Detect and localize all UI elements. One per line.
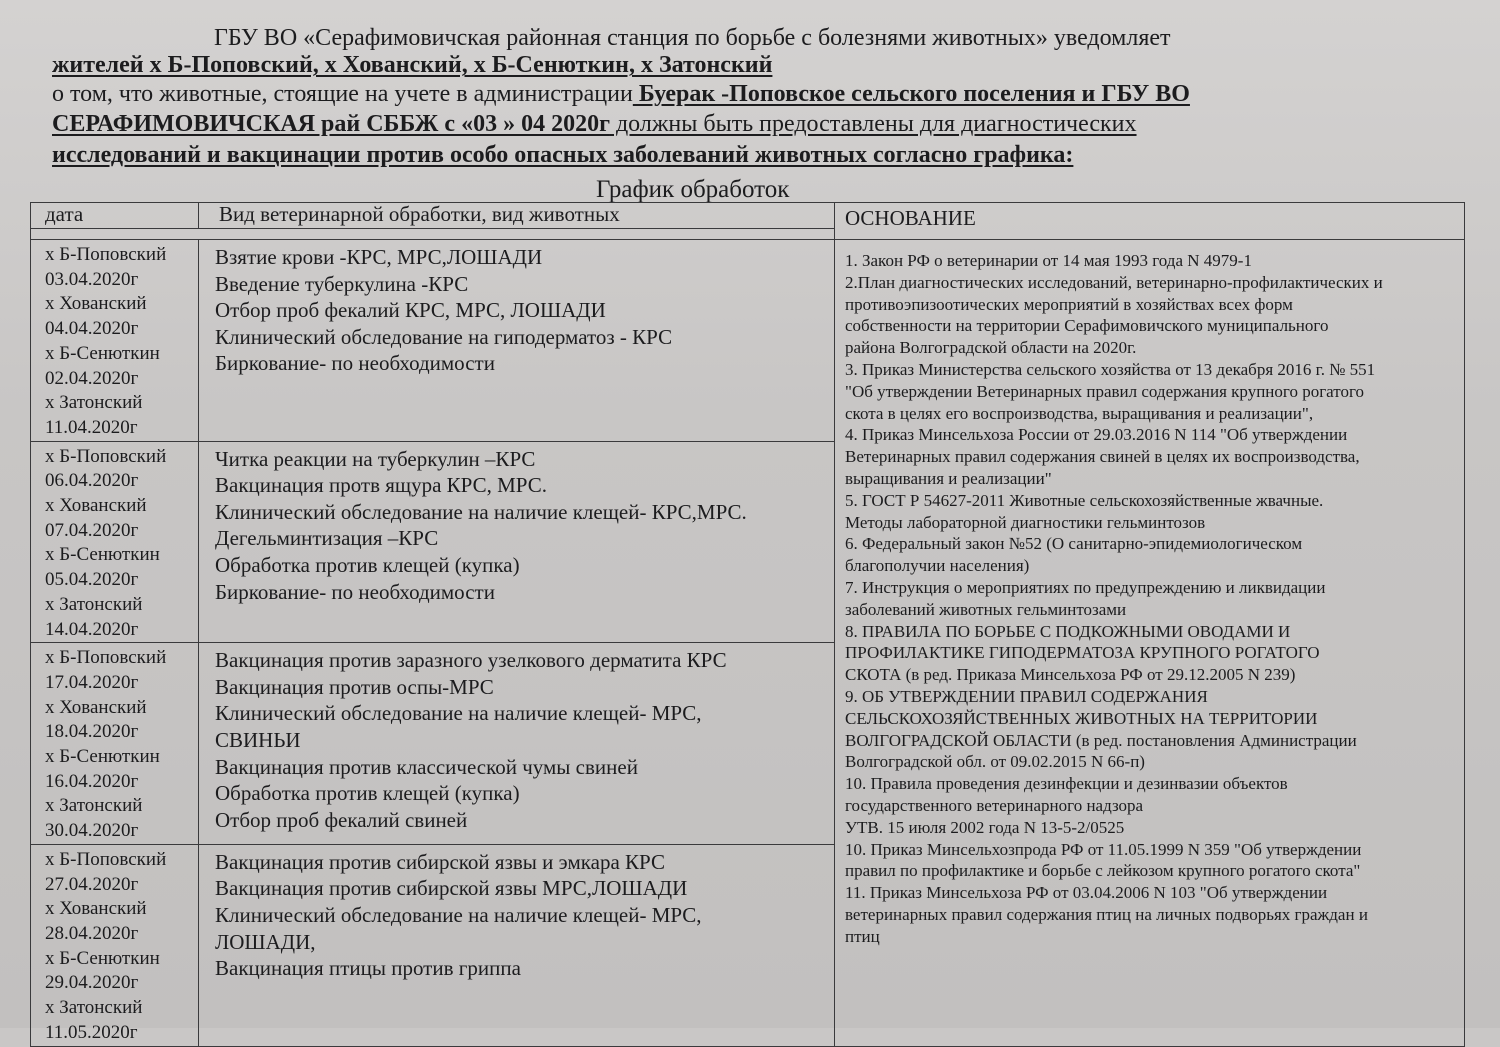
notice-line-4-bold: СЕРАФИМОВИЧСКАЯ рай СББЖ с «03 » 04 2020г	[52, 111, 610, 137]
basis-line: ПРОФИЛАКТИКЕ ГИПОДЕРМАТОЗА КРУПНОГО РОГАТОГО	[845, 643, 1320, 663]
notice-line-4-plain: должны быть предоставлены для диагностических	[609, 111, 1137, 137]
basis-line: ВОЛГОГРАДСКОЙ ОБЛАСТИ (в ред. постановления Администрации	[845, 730, 1357, 750]
header-date: дата	[31, 203, 199, 229]
procedure-line: ЛОШАДИ,	[215, 929, 316, 954]
procedure-line: Клинический обследование на наличие клещей- МРС,	[215, 701, 702, 726]
date-line: 27.04.2020г	[45, 873, 139, 895]
basis-line: противоэпизоотических мероприятий в хозяйствах всех форм	[845, 294, 1293, 314]
date-line: х Затонский	[45, 997, 143, 1019]
procedure-line: Дегельминтизация –КРС	[215, 526, 439, 551]
date-line: 05.04.2020г	[45, 569, 139, 591]
procedure-line: Вакцинация против классической чумы свиней	[215, 754, 638, 779]
procedure-line: Взятие крови -КРС, МРС,ЛОШАДИ	[215, 245, 543, 269]
basis-line: Методы лабораторной диагностики гельминтозов	[845, 512, 1206, 532]
date-line: 28.04.2020г	[45, 922, 139, 944]
basis-line: Волгоградской обл. от 09.02.2015 N 66-п)	[845, 752, 1145, 772]
basis-line: выращивания и реализации"	[845, 468, 1052, 488]
basis-line: собственности на территории Серафимовичского муниципального	[845, 316, 1329, 336]
basis-line: скота в целях его воспроизводства, выращивания и реализации",	[845, 403, 1314, 423]
date-line: х Хованский	[45, 495, 147, 517]
date-line: х Б-Сенюткин	[45, 342, 160, 364]
date-line: 06.04.2020г	[45, 470, 139, 492]
basis-line: птиц	[845, 926, 880, 946]
procedure-line: Клинический обследование на наличие клещей- КРС,МРС.	[215, 499, 747, 524]
procedure-line: Читка реакции на туберкулин –КРС	[215, 446, 536, 471]
basis-line: СЕЛЬСКОХОЗЯЙСТВЕННЫХ ЖИВОТНЫХ НА ТЕРРИТОРИИ	[845, 708, 1318, 728]
notice-line-3-bold: Буерак -Поповское сельского поселения и ГБУ ВО	[632, 81, 1190, 107]
date-line: х Б-Поповский	[45, 244, 167, 265]
basis-line: благополучии населения)	[845, 556, 1030, 576]
date-line: х Б-Сенюткин	[45, 544, 160, 566]
basis-line: ветеринарных правил содержания птиц на личных подворьях граждан и	[845, 904, 1368, 924]
basis-line: государственного ветеринарного надзора	[845, 795, 1144, 815]
table-caption: График обработок	[596, 176, 790, 203]
date-line: х Б-Сенюткин	[45, 947, 160, 969]
date-line: х Затонский	[45, 392, 143, 414]
basis-line: 3. Приказ Министерства сельского хозяйства от 13 декабря 2016 г. № 551	[845, 359, 1376, 379]
procedure-line: Отбор проб фекалий КРС, МРС, ЛОШАДИ	[215, 298, 606, 323]
date-line: 14.04.2020г	[45, 618, 139, 640]
header-basis: ОСНОВАНИЕ	[835, 203, 1465, 240]
notice-line-2: жителей х Б-Поповский, х Хованский, х Б-Сенюткин, х Затонский	[52, 52, 773, 78]
basis-line: 11. Приказ Минсельхоза РФ от 03.04.2006 N 103 "Об утверждении	[845, 883, 1328, 903]
basis-line: УТВ. 15 июля 2002 года N 13-5-2/0525	[845, 817, 1125, 837]
basis-line: 10. Правила проведения дезинфекции и дезинвазии объектов	[845, 774, 1288, 794]
date-line: 04.04.2020г	[45, 318, 139, 340]
date-line: 18.04.2020г	[45, 721, 139, 743]
header-procedure: Вид ветеринарной обработки, вид животных	[199, 203, 835, 229]
basis-cell	[835, 240, 1465, 1047]
procedure-line: Клинический обследование на наличие клещей- МРС,	[215, 903, 702, 928]
procedure-cell	[199, 240, 835, 442]
procedure-cell	[199, 844, 835, 1046]
date-line: 11.04.2020г	[45, 416, 138, 438]
date-line: х Б-Поповский	[45, 647, 167, 669]
basis-line: "Об утверждении Ветеринарных правил содержания крупного рогатого	[845, 381, 1365, 401]
basis-line: Ветеринарных правил содержания свиней в целях их воспроизводства,	[845, 447, 1360, 467]
date-line: 29.04.2020г	[45, 972, 139, 994]
procedure-line: Обработка против клещей (купка)	[215, 553, 520, 577]
date-line: х Затонский	[45, 593, 143, 615]
basis-line: района Волгоградской области на 2020г.	[845, 338, 1137, 358]
date-line: х Б-Сенюткин	[45, 746, 160, 768]
date-cell	[31, 643, 199, 845]
schedule-table	[30, 202, 1465, 1047]
date-line: х Хованский	[45, 696, 147, 718]
basis-line: 2.План диагностических исследований, ветеринарно-профилактических и	[845, 272, 1383, 292]
basis-line: 1. Закон РФ о ветеринарии от 14 мая 1993 года N 4979-1	[845, 251, 1252, 270]
basis-line: 9. ОБ УТВЕРЖДЕНИИ ПРАВИЛ СОДЕРЖАНИЯ	[845, 686, 1208, 706]
date-line: х Затонский	[45, 795, 143, 817]
procedure-cell	[199, 441, 835, 643]
procedure-line: Введение туберкулина -КРС	[215, 271, 469, 296]
date-line: 11.05.2020г	[45, 1021, 138, 1043]
date-line: 03.04.2020г	[45, 268, 139, 290]
procedure-line: Вакцинация против сибирской язвы и эмкара КРС	[215, 849, 665, 874]
basis-line: 4. Приказ Минсельхоза России от 29.03.2016 N 114 "Об утверждении	[845, 425, 1348, 445]
notice-line-3-plain: о том, что животные, стоящие на учете в администрации	[52, 81, 633, 107]
date-line: 17.04.2020г	[45, 671, 139, 693]
table-header-row	[31, 203, 1465, 229]
procedure-line: Биркование- по необходимости	[215, 579, 495, 604]
procedure-line: Отбор проб фекалий свиней	[215, 807, 468, 832]
date-cell	[31, 240, 199, 442]
date-line: х Хованский	[45, 898, 147, 920]
procedure-line: Вакцинация против сибирской язвы МРС,ЛОШАДИ	[215, 876, 688, 901]
procedure-line: Вакцинация птицы против гриппа	[215, 956, 521, 981]
notice-line-4	[52, 110, 1137, 138]
basis-line: 5. ГОСТ Р 54627-2011 Животные сельскохозяйственные жвачные.	[845, 490, 1324, 510]
date-line: х Хованский	[45, 293, 147, 315]
procedure-line: СВИНЬИ	[215, 728, 301, 753]
date-line: х Б-Поповский	[45, 848, 167, 870]
procedure-line: Биркование- по необходимости	[215, 351, 495, 376]
basis-line: заболеваний животных гельминтозами	[845, 599, 1127, 619]
notice-line-1: ГБУ ВО «Серафимовичская районная станция по борьбе с болезнями животных» уведомляет	[214, 25, 1171, 51]
date-line: 30.04.2020г	[45, 820, 139, 842]
date-cell	[31, 441, 199, 643]
notice-line-5: исследований и вакцинации против особо опасных заболеваний животных согласно графика:	[52, 142, 1074, 168]
procedure-line: Клинический обследование на гиподерматоз - КРС	[215, 324, 673, 349]
date-line: 16.04.2020г	[45, 770, 139, 792]
procedure-line: Обработка против клещей (купка)	[215, 781, 520, 806]
basis-line: 8. ПРАВИЛА ПО БОРЬБЕ С ПОДКОЖНЫМИ ОВОДАМИ И	[845, 621, 1291, 641]
date-cell	[31, 844, 199, 1046]
date-line: 07.04.2020г	[45, 519, 139, 541]
date-line: х Б-Поповский	[45, 445, 167, 467]
table-row	[31, 240, 1465, 442]
basis-line: 10. Приказ Минсельхозпрода РФ от 11.05.1999 N 359 "Об утверждении	[845, 839, 1362, 859]
date-line: 02.04.2020г	[45, 367, 139, 389]
procedure-line: Вакцинация против заразного узелкового дерматита КРС	[215, 648, 727, 673]
basis-line: правил по профилактике и борьбе с лейкозом крупного рогатого скота"	[845, 861, 1361, 881]
procedure-cell	[199, 643, 835, 845]
notice-line-3	[52, 80, 1190, 108]
procedure-line: Вакцинация против оспы-МРС	[215, 674, 494, 699]
basis-line: 6. Федеральный закон №52 (О санитарно-эпидемиологическом	[845, 534, 1303, 554]
basis-line: СКОТА (в ред. Приказа Минсельхоза РФ от 29.12.2005 N 239)	[845, 665, 1296, 685]
procedure-line: Вакцинация протв ящура КРС, МРС.	[215, 473, 547, 498]
basis-line: 7. Инструкция о мероприятиях по предупреждению и ликвидации	[845, 577, 1326, 597]
